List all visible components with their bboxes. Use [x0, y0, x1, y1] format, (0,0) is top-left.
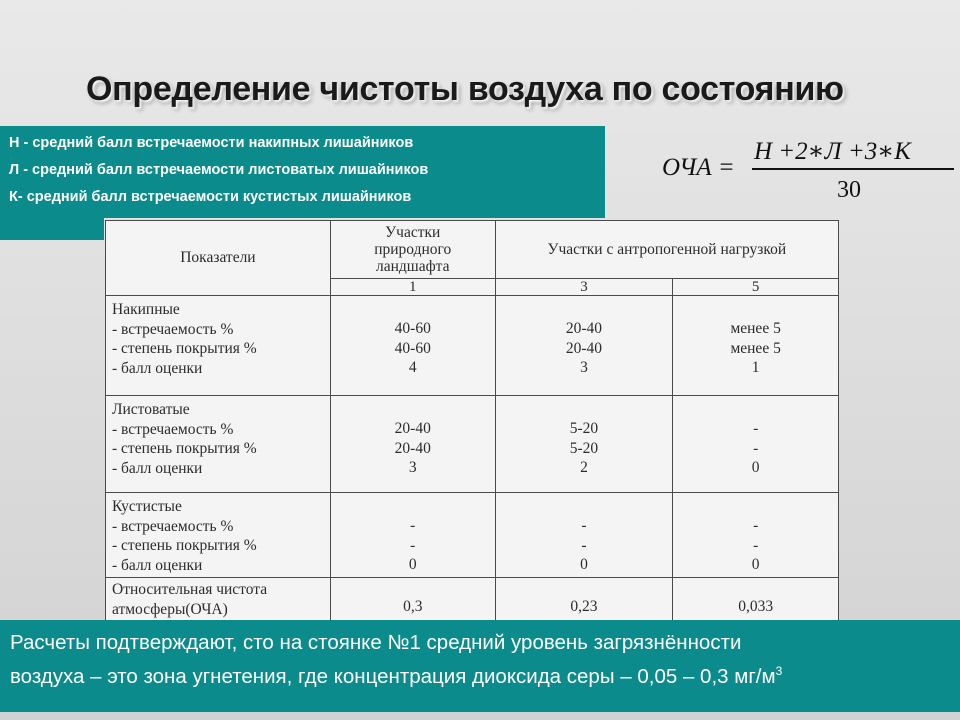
value: 0 — [751, 459, 760, 476]
category-cell — [106, 296, 331, 396]
value-cell — [673, 396, 839, 493]
conclusion-box — [0, 620, 960, 712]
table-row-crustose — [106, 296, 839, 396]
value-cell — [330, 493, 495, 578]
row-label: - степень покрытия % — [112, 537, 257, 554]
category-cell — [106, 396, 331, 493]
value: 0 — [408, 556, 417, 573]
value: менее 5 — [730, 320, 781, 337]
category-name: Листоватые — [112, 401, 190, 418]
value: - — [753, 420, 759, 437]
category-cell — [106, 493, 331, 578]
legend-box — [0, 126, 605, 218]
header-row — [106, 221, 839, 279]
site-number-5: 5 — [673, 279, 839, 296]
header-anthropogenic: Участки с антропогенной нагрузкой — [495, 221, 838, 279]
total-value-3: 0,23 — [495, 578, 673, 621]
formula-numerator: Н +2∗Л +3∗К — [754, 138, 911, 165]
row-label: - степень покрытия % — [112, 340, 257, 357]
value: 5-20 — [569, 439, 599, 457]
conclusion-line2: воздуха – это зона угнетения, где концентрация диоксида серы – 0,05 – 0,3 мг/м — [10, 664, 776, 688]
page-title: Определение чистоты воздуха по состоянию — [86, 70, 844, 108]
value-cell — [330, 396, 495, 493]
data-table-container — [105, 220, 839, 620]
value: 1 — [751, 359, 760, 376]
total-label-line1: Относительная чистота — [112, 581, 268, 598]
value-cell — [495, 493, 673, 578]
value: 20-40 — [394, 439, 431, 457]
value: 0 — [580, 556, 588, 573]
row-label: - встречаемость % — [112, 420, 234, 438]
value: - — [753, 517, 759, 534]
formula — [660, 136, 960, 206]
value-cell — [673, 493, 839, 578]
value: - — [581, 517, 587, 534]
site-number-1: 1 — [330, 279, 495, 296]
row-label: - балл оценки — [112, 459, 203, 477]
row-label: - встречаемость % — [112, 517, 234, 535]
header-indicators: Показатели — [106, 221, 331, 296]
unit-superscript: 3 — [775, 664, 783, 678]
table-row-fruticose — [106, 493, 839, 578]
row-label: - встречаемость % — [112, 320, 234, 338]
value: 2 — [580, 459, 588, 476]
conclusion-line1: Расчеты подтверждают, сто на стоянке №1 средний уровень загрязнённости — [10, 631, 742, 654]
fraction-bar — [752, 168, 954, 170]
value: 0 — [751, 556, 760, 573]
row-label: - балл оценки — [112, 359, 203, 377]
table-row-foliose — [106, 396, 839, 493]
value: - — [753, 536, 759, 554]
formula-lhs: ОЧА = — [662, 154, 735, 181]
value: 20-40 — [565, 339, 603, 357]
value: - — [410, 517, 416, 534]
table-row-total — [106, 578, 839, 621]
formula-denominator: 30 — [837, 177, 861, 203]
value: - — [410, 536, 416, 554]
value: 4 — [408, 359, 417, 376]
value: 3 — [408, 459, 417, 476]
legend-item-k: К- средний балл встречаемости кустистых лишайников — [9, 189, 412, 205]
total-label-line2: атмосферы(ОЧА) — [112, 600, 228, 618]
legend-decor — [0, 218, 104, 240]
value: 40-60 — [394, 339, 431, 357]
legend-item-l: Л - средний балл встречаемости листоватых лишайников — [9, 162, 429, 178]
category-name: Накипные — [112, 301, 180, 318]
legend-item-n: Н - средний балл встречаемости накипных лишайников — [9, 135, 414, 151]
lichen-table — [105, 220, 839, 620]
value: - — [753, 439, 759, 457]
category-name: Кустистые — [112, 498, 182, 515]
value: - — [581, 536, 587, 554]
value: менее 5 — [730, 339, 781, 357]
value: 20-40 — [394, 420, 431, 437]
total-value-5: 0,033 — [673, 578, 839, 621]
value-cell — [330, 296, 495, 396]
value: 20-40 — [565, 320, 603, 337]
total-label-cell — [106, 578, 331, 621]
header-natural: Участки природного ландшафта — [330, 221, 495, 279]
value: 40-60 — [394, 320, 431, 337]
value: 5-20 — [569, 420, 599, 437]
value-cell — [495, 296, 673, 396]
conclusion-line2-wrap — [10, 657, 960, 691]
total-value-1: 0,3 — [330, 578, 495, 621]
site-number-3: 3 — [495, 279, 673, 296]
value-cell — [673, 296, 839, 396]
value-cell — [495, 396, 673, 493]
value: 3 — [580, 359, 588, 376]
row-label: - балл оценки — [112, 556, 203, 574]
row-label: - степень покрытия % — [112, 440, 257, 457]
